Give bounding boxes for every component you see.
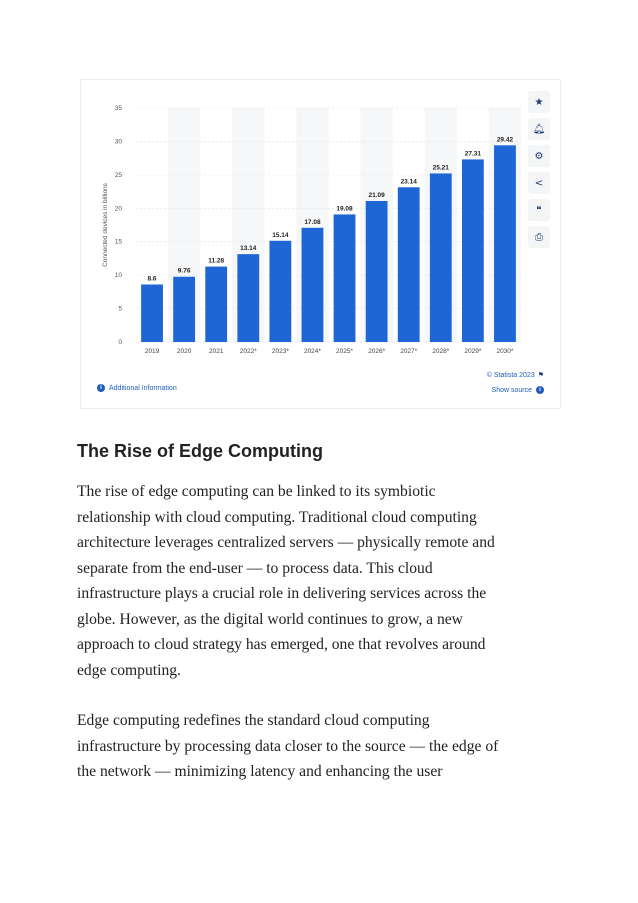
y-tick-label: 20	[114, 205, 122, 213]
x-tick-label: 2029*	[464, 348, 482, 355]
data-label: 8.6	[147, 275, 157, 283]
x-tick-label: 2028*	[432, 348, 450, 355]
additional-info-label: Additional Information	[109, 384, 177, 392]
x-tick-label: 2026*	[368, 348, 386, 355]
bar	[269, 241, 291, 342]
x-tick-label: 2025*	[336, 348, 354, 355]
y-tick-label: 10	[114, 272, 122, 280]
y-tick-label: 5	[118, 305, 122, 313]
paragraph-1	[77, 479, 557, 683]
bar	[302, 228, 324, 342]
data-label: 25.21	[432, 164, 449, 172]
bell-icon[interactable]: 🔔︎	[528, 118, 550, 140]
print-icon[interactable]: ⎙	[528, 226, 550, 248]
bar	[430, 173, 452, 342]
x-tick-label: 2027*	[400, 348, 418, 355]
paragraph-line: globe. However, as the digital world continues to grow, a new	[77, 610, 463, 628]
paragraph-line: the network — minimizing latency and enhancing the user	[77, 763, 443, 780]
x-tick-label: 2023*	[271, 348, 289, 355]
info-icon: i	[536, 386, 544, 394]
bar	[366, 201, 388, 342]
info-icon: i	[97, 384, 105, 392]
additional-info-link[interactable]	[97, 384, 177, 392]
paragraph-line: separate from the end-user — to process data. This cloud	[77, 559, 433, 577]
bar	[237, 254, 259, 342]
bar-chart	[81, 80, 562, 410]
gear-icon[interactable]: ⚙	[528, 145, 550, 167]
y-tick-label: 0	[118, 339, 122, 346]
paragraph-line: infrastructure plays a crucial role in delivering services across the	[77, 585, 487, 602]
y-tick-label: 35	[114, 105, 122, 112]
y-tick-label: 25	[114, 171, 122, 179]
paragraph-line: edge computing.	[77, 661, 181, 679]
credit-label: © Statista 2023	[486, 371, 535, 379]
bar	[462, 159, 484, 342]
data-label: 21.09	[368, 191, 385, 199]
bar	[141, 285, 163, 342]
x-tick-label: 2022*	[239, 348, 257, 355]
paragraph-line: approach to cloud strategy has emerged, one that revolves around	[77, 636, 486, 653]
x-tick-label: 2019	[144, 348, 160, 355]
bar	[334, 214, 356, 342]
data-label: 17.08	[304, 218, 321, 226]
chart-card	[80, 79, 561, 409]
bar	[398, 187, 420, 342]
data-label: 11.28	[208, 257, 225, 265]
paragraph-line: architecture leverages centralized servers — physically remote and	[77, 534, 495, 551]
data-label: 29.42	[496, 136, 514, 144]
bar	[173, 277, 195, 342]
paragraph-2	[77, 708, 557, 785]
bar	[205, 267, 227, 342]
data-label: 15.14	[272, 231, 289, 239]
show-source-label: Show source	[491, 386, 532, 394]
chart-toolbar	[528, 91, 554, 253]
flag-icon: ⚑	[537, 371, 544, 379]
paragraph-line: Edge computing redefines the standard cloud computing	[77, 712, 430, 729]
data-label: 19.08	[336, 205, 353, 213]
x-tick-label: 2020	[176, 348, 192, 355]
paragraph-line: infrastructure by processing data closer to the source — the edge of	[77, 737, 499, 755]
x-tick-label: 2024*	[303, 348, 321, 355]
x-tick-label: 2030*	[496, 348, 514, 355]
y-tick-label: 15	[114, 238, 122, 246]
y-tick-label: 30	[114, 138, 122, 146]
show-source-link[interactable]	[492, 386, 544, 394]
paragraph-line: relationship with cloud computing. Traditional cloud computing	[77, 508, 477, 526]
data-label: 23.14	[400, 178, 417, 186]
y-axis-label: Connected devices in billions	[102, 183, 109, 267]
statista-credit[interactable]	[487, 371, 544, 379]
quote-icon[interactable]: ❝	[528, 199, 550, 221]
share-icon[interactable]: <	[528, 172, 550, 194]
bar	[494, 145, 516, 342]
section-heading: The Rise of Edge Computing	[77, 441, 323, 461]
x-tick-label: 2021	[208, 348, 224, 355]
paragraph-line: The rise of edge computing can be linked to its symbiotic	[77, 483, 436, 500]
data-label: 9.76	[177, 267, 191, 275]
star-icon[interactable]: ★	[528, 91, 550, 113]
data-label: 27.31	[464, 150, 482, 158]
data-label: 13.14	[240, 245, 257, 253]
